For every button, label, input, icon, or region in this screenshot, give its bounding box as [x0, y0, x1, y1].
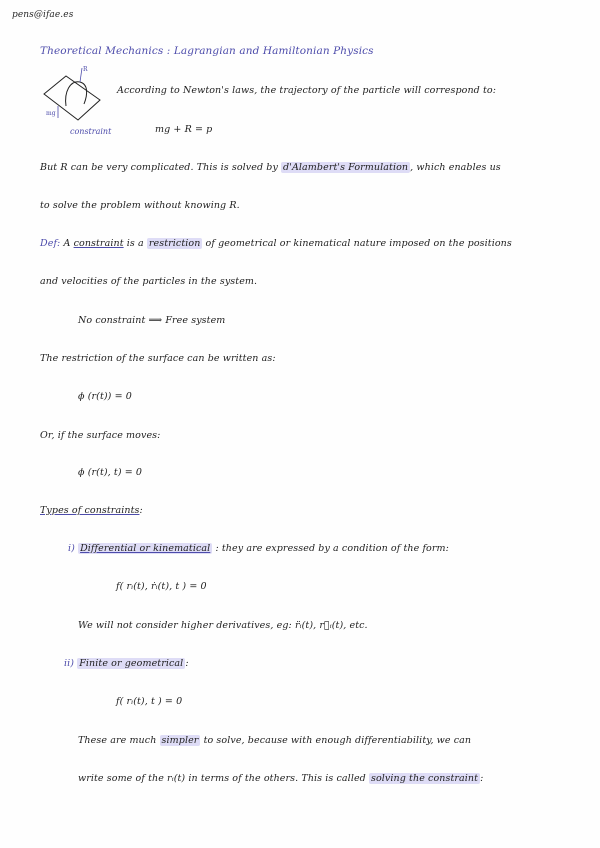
type-2-cont: write some of the rᵢ(t) in terms of the others. This is called — [78, 773, 366, 784]
definition-line — [40, 238, 512, 249]
equation-moving: ϕ (r(t), t) = 0 — [78, 467, 143, 478]
surface-text: The restriction of the surface can be written as: — [40, 353, 276, 364]
types-heading-text: Types of constraints — [40, 505, 140, 516]
equation-static: ϕ (r(t)) = 0 — [78, 391, 132, 402]
type-2-name: Finite or geometrical — [79, 658, 184, 669]
type-1-name: Differential or kinematical — [80, 543, 211, 554]
type-1-equation: f( rᵢ(t), ṙᵢ(t), t ) = 0 — [116, 581, 207, 592]
definition-continuation: and velocities of the particles in the system. — [40, 276, 258, 287]
type-1-note: We will not consider higher derivatives, eg: r̈ᵢ(t), r⃛ᵢ(t), etc. — [78, 620, 368, 631]
reaction-arrow — [80, 68, 82, 82]
particle-path — [66, 82, 87, 106]
newton-text: According to Newton's laws, the trajectory of the particle will correspond to: — [117, 85, 497, 96]
page-title: Theoretical Mechanics : Lagrangian and Hamiltonian Physics — [40, 45, 374, 57]
but-continuation: to solve the problem without knowing R. — [40, 200, 240, 211]
but-post: , which enables us — [410, 162, 501, 173]
newton-equation: mg + R = p — [155, 124, 213, 135]
solving-highlight: solving the constraint — [371, 773, 479, 784]
type-finite — [64, 658, 189, 669]
no-constraint-note: No constraint ⟹ Free system — [78, 315, 226, 326]
def-is-a: is a — [126, 238, 144, 249]
type-2-equation: f( rᵢ(t), t ) = 0 — [116, 696, 183, 707]
def-pre: A — [63, 238, 71, 249]
dalambert-highlight: d'Alambert's Formulation — [283, 162, 409, 173]
type-2-post: to solve, because with enough differentiability, we can — [203, 735, 472, 746]
constraint-label: constraint — [70, 127, 112, 136]
types-heading-colon: : — [139, 505, 143, 516]
type-2-colon: : — [185, 658, 189, 669]
type-1-num: i) — [68, 543, 75, 554]
moves-text: Or, if the surface moves: — [40, 430, 161, 441]
def-post: of geometrical or kinematical nature imposed on the positions — [205, 238, 512, 249]
type-2-end: : — [480, 773, 484, 784]
reaction-label: R — [83, 66, 88, 73]
type-2-text — [78, 735, 471, 746]
type-2-num: ii) — [64, 658, 75, 669]
but-pre: But R can be very complicated. This is solved by — [40, 162, 278, 173]
types-heading — [40, 505, 143, 516]
def-label: Def: — [40, 238, 61, 249]
header-email: pens@ifae.es — [12, 10, 74, 20]
type-differential — [68, 543, 449, 554]
def-constraint: constraint — [73, 238, 124, 249]
type-2-continuation — [78, 773, 483, 784]
def-restriction: restriction — [148, 238, 201, 249]
type-1-post: : they are expressed by a condition of the form: — [215, 543, 449, 554]
gravity-label: mg — [46, 110, 56, 117]
type-2-pre: These are much — [78, 735, 157, 746]
constraint-diagram — [36, 62, 132, 140]
but-line — [40, 162, 501, 173]
simpler-highlight: simpler — [161, 735, 199, 746]
